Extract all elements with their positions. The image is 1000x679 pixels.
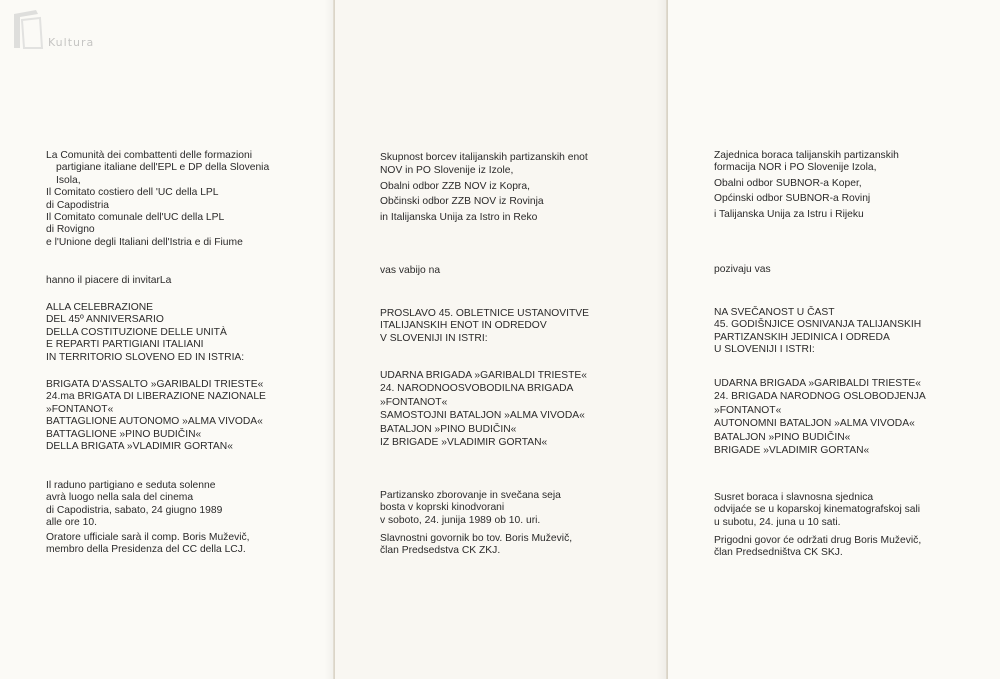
- text-line: e l'Unione degli Italiani dell'Istria e di Fiume: [46, 236, 243, 248]
- text-line: član Predsedstva CK ZKJ.: [380, 545, 501, 557]
- text-line: Il Comitato comunale dell'UC della LPL: [46, 212, 225, 224]
- text-line: BATALJON »PINO BUDIČIN«: [714, 431, 851, 443]
- text-line: Obalni odbor SUBNOR-a Koper,: [714, 177, 862, 189]
- text-line: Prigodni govor će održati drug Boris Muževič,: [714, 535, 922, 546]
- text-line: BATALJON »PINO BUDIČIN«: [380, 423, 517, 435]
- text-line: partigiane italiane dell'EPL e DP della Slovenia: [56, 162, 270, 174]
- text-line: Isola,: [56, 174, 81, 186]
- text-line: formacija NOR i PO Slovenije Izola,: [714, 162, 877, 174]
- text-line: BRIGADE »VLADIMIR GORTAN«: [714, 445, 870, 457]
- italian-event: [46, 302, 244, 364]
- italian-meeting: [46, 480, 222, 530]
- croatian-meeting: [714, 492, 920, 529]
- text-line: Partizansko zborovanje in svečana seja: [380, 490, 561, 501]
- slovene-speaker: [380, 533, 572, 558]
- text-line: »FONTANOT«: [46, 403, 114, 415]
- text-line: 24. NARODNOOSVOBODILNA BRIGADA: [380, 383, 574, 395]
- fold-line: [333, 0, 335, 679]
- text-line: i Talijanska Unija za Istru i Rijeku: [714, 208, 864, 220]
- slovene-event: [380, 308, 589, 345]
- text-line: DEL 45º ANNIVERSARIO: [46, 314, 164, 326]
- slovene-issuers: [380, 152, 588, 224]
- text-line: UDARNA BRIGADA »GARIBALDI TRIESTE«: [714, 378, 921, 389]
- text-line: 45. GODIŠNJICE OSNIVANJA TALIJANSKIH: [714, 319, 922, 331]
- italian-speaker: [46, 532, 250, 557]
- text-line: PARTIZANSKIH JEDINICA I ODREDA: [714, 331, 890, 343]
- text-line: član Predsedništva CK SKJ.: [714, 547, 843, 559]
- text-line: Občinski odbor ZZB NOV iz Rovinja: [380, 196, 544, 208]
- text-line: Općinski odbor SUBNOR-a Rovinj: [714, 193, 871, 205]
- slovene-units: [380, 370, 587, 449]
- italian-units: [46, 379, 266, 453]
- text-line: ITALIJANSKIH ENOT IN ODREDOV: [380, 320, 547, 332]
- text-line: Il raduno partigiano e seduta solenne: [46, 480, 216, 491]
- text-line: IZ BRIGADE »VLADIMIR GORTAN«: [380, 437, 548, 449]
- text-line: BRIGATA D'ASSALTO »GARIBALDI TRIESTE«: [46, 379, 264, 390]
- text-line: 24. BRIGADA NARODNOG OSLOBODJENJA: [714, 391, 926, 403]
- croatian-issuers: [714, 150, 899, 221]
- text-line: avrà luogo nella sala del cinema: [46, 492, 194, 504]
- text-line: BATTAGLIONE AUTONOMO »ALMA VIVODA«: [46, 416, 263, 428]
- text-line: Zajednica boraca talijanskih partizanskih: [714, 150, 899, 161]
- text-line: E REPARTI PARTIGIANI ITALIANI: [46, 339, 204, 351]
- text-line: u subotu, 24. juna u 10 sati.: [714, 516, 841, 528]
- text-line: »FONTANOT«: [714, 404, 782, 416]
- text-line: La Comunità dei combattenti delle formazioni: [46, 150, 253, 161]
- text-line: Slavnostni govornik bo tov. Boris Muževič,: [380, 533, 573, 544]
- text-line: UDARNA BRIGADA »GARIBALDI TRIESTE«: [380, 370, 587, 381]
- italian-column: [46, 0, 326, 679]
- text-line: »FONTANOT«: [380, 396, 448, 408]
- text-line: Oratore ufficiale sarà il comp. Boris Muževič,: [46, 532, 250, 543]
- text-line: U SLOVENIJI I ISTRI:: [714, 344, 815, 356]
- slovene-meeting: [380, 490, 561, 527]
- text-line: 24.ma BRIGATA DI LIBERAZIONE NAZIONALE: [46, 391, 266, 403]
- text-line: odvijaće se u koparskoj kinematografskoj sali: [714, 504, 921, 516]
- text-line: hanno il piacere di invitarLa: [46, 275, 172, 286]
- slovene-column: [380, 0, 660, 679]
- text-line: Skupnost borcev italijanskih partizanskih enot: [380, 152, 588, 163]
- text-line: Il Comitato costiero dell 'UC della LPL: [46, 187, 219, 199]
- text-line: NOV in PO Slovenije iz Izole,: [380, 165, 514, 177]
- text-line: alle ore 10.: [46, 517, 97, 529]
- text-line: di Capodistria: [46, 199, 109, 211]
- text-line: vas vabijo na: [380, 265, 441, 276]
- italian-invite: [46, 275, 171, 287]
- text-line: Obalni odbor ZZB NOV iz Kopra,: [380, 180, 530, 192]
- watermark-text: Kultura: [48, 36, 95, 49]
- fold-line: [666, 0, 668, 679]
- text-line: BATTAGLIONE »PINO BUDIČIN«: [46, 428, 202, 440]
- croatian-column: [714, 0, 994, 679]
- text-line: IN TERRITORIO SLOVENO ED IN ISTRIA:: [46, 351, 245, 363]
- text-line: ALLA CELEBRAZIONE: [46, 302, 154, 313]
- text-line: DELLA COSTITUZIONE DELLE UNITÀ: [46, 326, 227, 338]
- text-line: SAMOSTOJNI BATALJON »ALMA VIVODA«: [380, 410, 585, 422]
- text-line: Susret boraca i slavnosna sjednica: [714, 492, 874, 503]
- croatian-units: [714, 378, 926, 457]
- text-line: di Capodistria, sabato, 24 giugno 1989: [46, 504, 223, 516]
- text-line: bosta v koprski kinodvorani: [380, 502, 505, 514]
- text-line: V SLOVENIJI IN ISTRI:: [380, 332, 488, 344]
- text-line: in Italijanska Unija za Istro in Reko: [380, 211, 538, 223]
- text-line: pozivaju vas: [714, 264, 771, 275]
- text-line: PROSLAVO 45. OBLETNICE USTANOVITVE: [380, 308, 590, 319]
- text-line: di Rovigno: [46, 224, 95, 236]
- italian-issuers: [46, 150, 269, 249]
- text-line: DELLA BRIGATA »VLADIMIR GORTAN«: [46, 441, 233, 453]
- slovene-invite: [380, 265, 440, 277]
- text-line: v soboto, 24. junija 1989 ob 10. uri.: [380, 514, 541, 526]
- croatian-speaker: [714, 535, 921, 560]
- text-line: membro della Presidenza del CC della LCJ.: [46, 544, 246, 556]
- croatian-invite: [714, 264, 771, 276]
- text-line: NA SVEČANOST U ČAST: [714, 307, 835, 318]
- text-line: AUTONOMNI BATALJON »ALMA VIVODA«: [714, 418, 915, 430]
- croatian-event: [714, 307, 921, 357]
